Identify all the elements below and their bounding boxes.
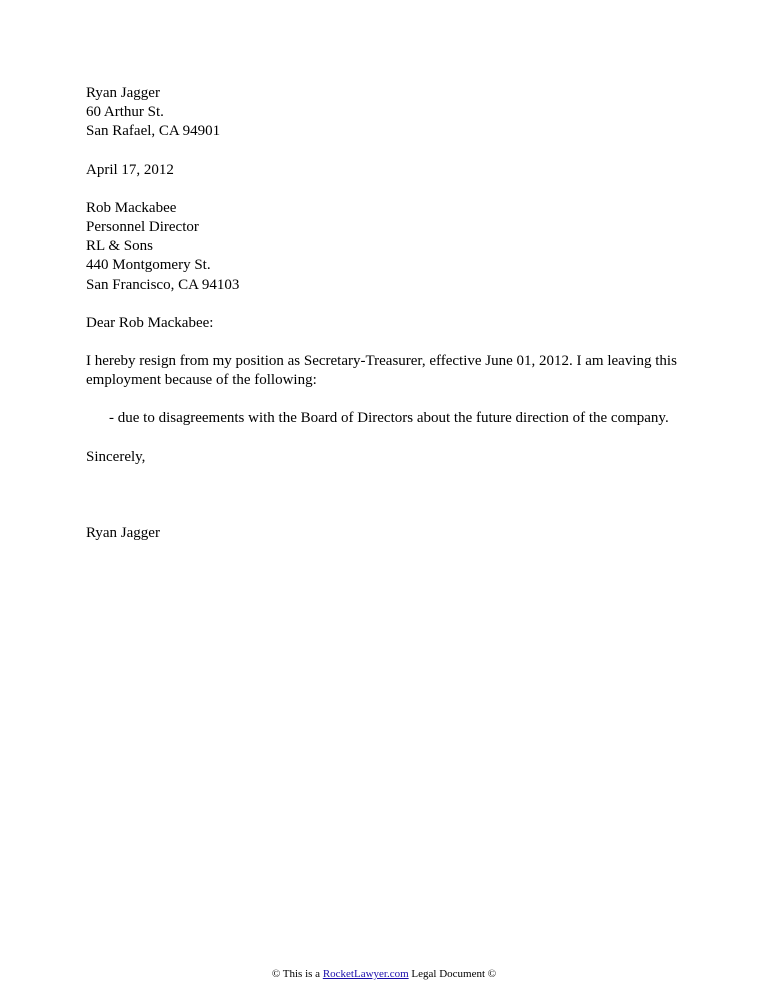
body-line-2: employment because of the following: [86, 372, 317, 389]
salutation: Dear Rob Mackabee: [86, 314, 214, 331]
resignation-paragraph [86, 352, 696, 390]
closing-block [86, 448, 696, 467]
recipient-title: Personnel Director [86, 219, 199, 236]
recipient-city: San Francisco, CA 94103 [86, 276, 240, 293]
signature-block [86, 524, 696, 543]
sender-name: Ryan Jagger [86, 85, 160, 101]
footer-prefix: © This is a [271, 968, 323, 980]
rocketlawyer-link[interactable]: RocketLawyer.com [322, 968, 409, 980]
salutation-block [86, 314, 696, 333]
letter-body [86, 84, 696, 543]
footer-suffix: Legal Document © [408, 968, 497, 980]
sender-city: San Rafael, CA 94901 [86, 123, 221, 140]
letter-date-block [86, 161, 696, 180]
letter-date: April 17, 2012 [86, 161, 174, 178]
body-line-1: I hereby resign from my position as Secretary-Treasurer, effective June 01, 2012. I am leaving this [86, 353, 677, 370]
sender-address [86, 84, 696, 142]
resignation-reason: - due to disagreements with the Board of Directors about the future direction of the company. [109, 410, 669, 427]
closing: Sincerely, [86, 448, 146, 465]
recipient-address [86, 199, 696, 295]
recipient-company: RL & Sons [86, 238, 153, 255]
recipient-street: 440 Montgomery St. [86, 257, 211, 274]
signature-name: Ryan Jagger [86, 524, 160, 541]
sender-street: 60 Arthur St. [86, 104, 164, 121]
recipient-name: Rob Mackabee [86, 199, 177, 216]
footer-notice [0, 967, 768, 981]
